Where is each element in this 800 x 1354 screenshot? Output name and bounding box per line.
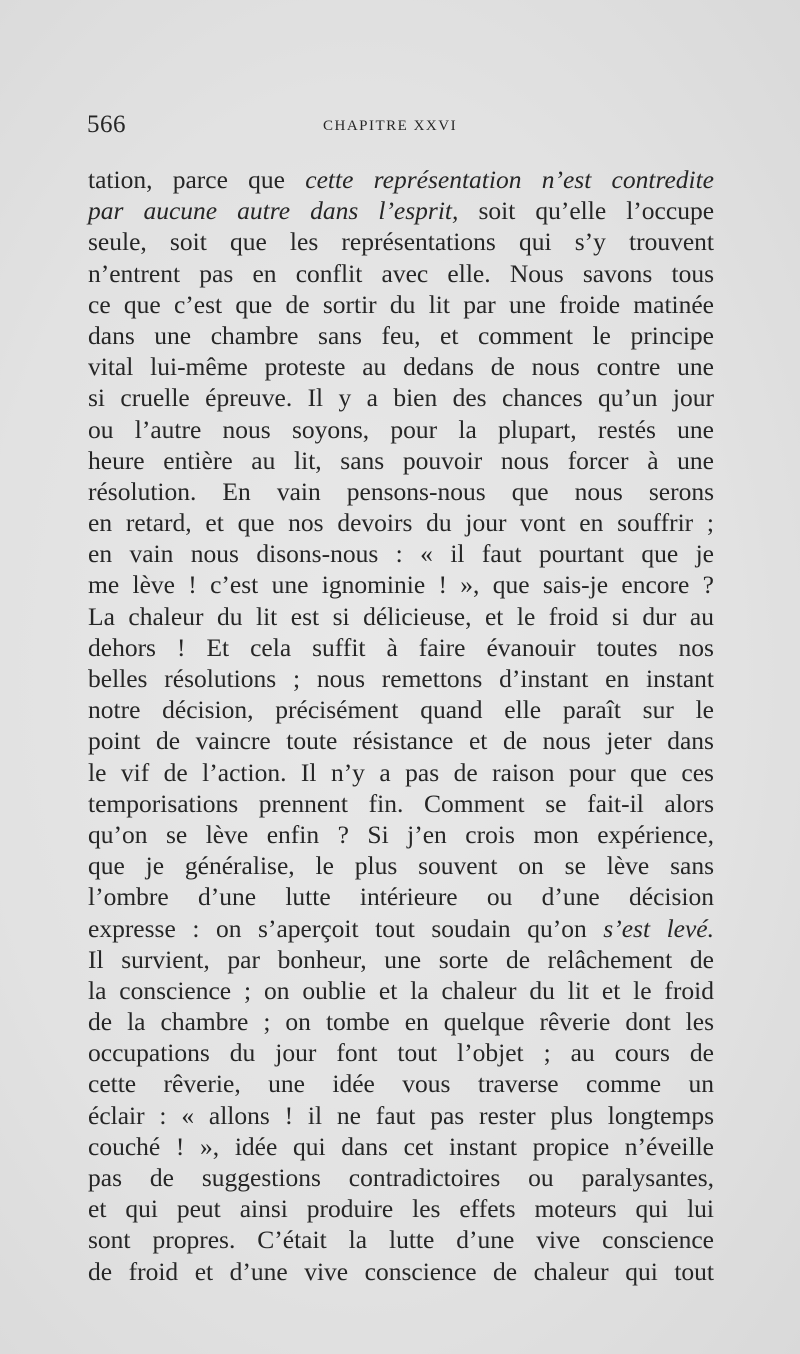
body-text <box>88 164 714 1287</box>
text-line <box>88 351 714 382</box>
text-span: éclair : « allons ! il ne faut pas rester plus longtemps <box>88 1100 714 1130</box>
text-span: dehors ! Et cela suffit à faire évanouir toutes nos <box>88 632 714 662</box>
text-span: et qui peut ainsi produire les effets moteurs qui lui <box>88 1194 714 1224</box>
text-line <box>88 1068 714 1099</box>
text-span: de la chambre ; on tombe en quelque rêverie dont les <box>88 1007 714 1037</box>
text-line <box>88 507 714 538</box>
text-span: de froid et d’une vive conscience de chaleur qui tout <box>88 1256 714 1286</box>
italic-text: cette représentation n’est contredite <box>305 165 714 194</box>
text-span: cette rêverie, une idée vous traverse comme un <box>88 1069 714 1099</box>
text-line <box>88 569 714 600</box>
text-span: le vif de l’action. Il n’y a pas de raison pour que ces <box>88 757 714 787</box>
text-line <box>88 538 714 569</box>
text-span: l’ombre d’une lutte intérieure ou d’une décision <box>88 882 714 912</box>
text-span: notre décision, précisément quand elle paraît sur le <box>88 695 714 725</box>
text-span: en vain nous disons-nous : « il faut pourtant que je <box>88 539 714 569</box>
text-span: la conscience ; on oublie et la chaleur du lit et le froid <box>88 975 714 1005</box>
text-span: couché ! », idée qui dans cet instant propice n’éveille <box>88 1131 714 1161</box>
text-line <box>88 320 714 351</box>
text-span: belles résolutions ; nous remettons d’instant en instant <box>88 664 714 693</box>
running-head: CHAPITRE XXVI <box>323 118 458 134</box>
text-line <box>88 757 714 788</box>
text-span: Il survient, par bonheur, une sorte de relâchement de <box>88 944 714 974</box>
text-line <box>88 663 714 694</box>
italic-text: par aucune autre dans l’esprit, <box>88 196 459 226</box>
text-span: ou l’autre nous soyons, pour la plupart, restés une <box>88 414 714 444</box>
text-span: sont propres. C’était la lutte d’une vive conscience <box>88 1225 714 1255</box>
text-line <box>88 1162 714 1193</box>
text-span: occupations du jour font tout l’objet ; au cours de <box>88 1038 714 1068</box>
italic-text: s’est levé. <box>603 913 714 943</box>
text-line <box>88 788 714 819</box>
text-line <box>88 1224 714 1255</box>
text-line <box>88 975 714 1006</box>
text-line <box>88 881 714 912</box>
text-span: tation, parce que <box>88 165 306 194</box>
text-span: temporisations prennent fin. Comment se fait-il alors <box>88 788 714 818</box>
text-span: si cruelle épreuve. Il y a bien des chances qu’un jour <box>88 383 714 413</box>
text-span: résolution. En vain pensons-nous que nous serons <box>88 476 714 506</box>
text-span: soit qu’elle l’occupe <box>458 196 715 226</box>
text-line <box>88 1256 714 1287</box>
text-span: qu’on se lève enfin ? Si j’en crois mon expérience, <box>88 819 714 849</box>
text-line <box>88 164 714 195</box>
text-line <box>88 1131 714 1162</box>
text-line <box>88 850 714 881</box>
text-line <box>88 694 714 725</box>
text-line <box>88 601 714 632</box>
text-span: me lève ! c’est une ignominie ! », que sais-je encore ? <box>88 570 714 600</box>
text-line <box>88 725 714 756</box>
text-span: expresse : on s’aperçoit tout soudain qu’on <box>88 913 604 943</box>
text-span: La chaleur du lit est si délicieuse, et le froid si dur au <box>88 601 714 631</box>
text-line <box>88 195 714 226</box>
text-line <box>88 913 714 944</box>
text-line <box>88 1193 714 1224</box>
text-line <box>88 819 714 850</box>
text-span: point de vaincre toute résistance et de nous jeter dans <box>88 726 714 756</box>
text-line <box>88 1037 714 1068</box>
text-span: ce que c’est que de sortir du lit par une froide matinée <box>88 289 714 319</box>
text-span: heure entière au lit, sans pouvoir nous forcer à une <box>88 445 714 475</box>
text-span: dans une chambre sans feu, et comment le principe <box>88 320 714 350</box>
text-line <box>88 289 714 320</box>
text-line <box>88 226 714 257</box>
text-span: seule, soit que les représentations qui s’y trouvent <box>88 227 714 257</box>
text-span: n’entrent pas en conflit avec elle. Nous savons tous <box>88 258 714 288</box>
text-line <box>88 445 714 476</box>
text-span: que je généralise, le plus souvent on se lève sans <box>88 851 714 881</box>
text-line <box>88 258 714 289</box>
page-header <box>87 108 712 142</box>
text-span: vital lui-même proteste au dedans de nous contre une <box>88 352 714 382</box>
text-line <box>88 944 714 975</box>
text-line <box>88 382 714 413</box>
text-line <box>88 1100 714 1131</box>
text-span: en retard, et que nos devoirs du jour vont en souffrir ; <box>88 508 714 538</box>
text-span: pas de suggestions contradictoires ou paralysantes, <box>88 1163 714 1192</box>
text-line <box>88 632 714 663</box>
text-line <box>88 1006 714 1037</box>
text-line <box>88 476 714 507</box>
text-line <box>88 414 714 445</box>
page-number: 566 <box>87 111 126 138</box>
